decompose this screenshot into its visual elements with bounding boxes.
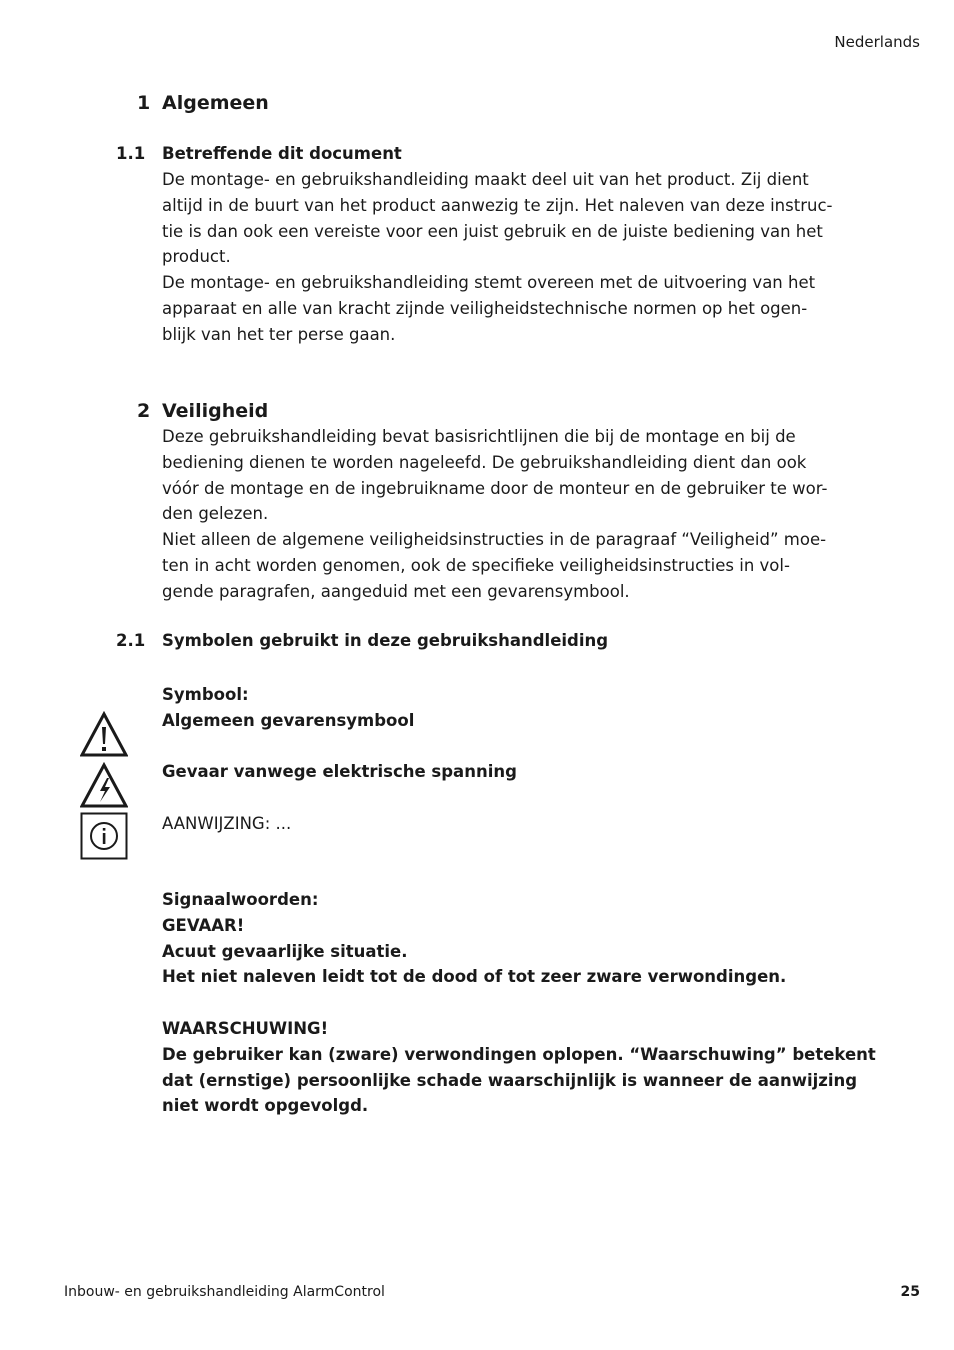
text-line: tie is dan ook een vereiste voor een juist gebruik en de juiste bediening van het: [162, 221, 823, 241]
warning-block: [162, 1016, 876, 1119]
text-line: blijk van het ter perse gaan.: [162, 324, 396, 344]
language-label: Nederlands: [834, 33, 920, 51]
subsection-title: Betreffende dit document: [162, 144, 402, 163]
text-line: altijd in de buurt van het product aanwezig te zijn. Het naleven van deze instruc-: [162, 195, 833, 215]
warning-triangle-icon: [80, 711, 128, 759]
section-1-1-body: [162, 167, 833, 348]
section-number: 1: [137, 92, 151, 114]
subsection-title: Symbolen gebruikt in deze gebruikshandleiding: [162, 631, 609, 650]
subsection-number: 1.1: [116, 144, 146, 163]
text-line: den gelezen.: [162, 504, 269, 524]
info-icon: [80, 812, 128, 860]
symbol-label: Symbool:: [162, 685, 249, 704]
section-2-body: [162, 424, 830, 605]
text-line: vóór de montage en de ingebruikname door de monteur en de gebruiker te wor-: [162, 478, 828, 498]
text-line: Deze gebruikshandleiding bevat basisrichtlijnen die bij de montage en bij de: [162, 427, 796, 446]
signal-words-label: Signaalwoorden:: [162, 890, 319, 909]
general-hazard-label: Algemeen gevarensymbool: [162, 710, 415, 730]
text-line: niet wordt opgevolgd.: [162, 1096, 369, 1116]
subsection-number: 2.1: [116, 631, 146, 650]
section-title: Algemeen: [162, 92, 269, 114]
text-line: Niet alleen de algemene veiligheidsinstructies in de paragraaf “Veiligheid” moe-: [162, 530, 827, 550]
text-line: product.: [162, 247, 231, 267]
danger-consequence: Het niet naleven leidt tot de dood of tot zeer zware verwondingen.: [162, 967, 787, 987]
signal-words-block: [162, 887, 830, 990]
danger-title: GEVAAR!: [162, 915, 245, 935]
text-line: dat (ernstige) persoonlijke schade waarschijnlijk is wanneer de aanwijzing: [162, 1070, 858, 1090]
note-label: AANWIJZING: ...: [162, 814, 292, 833]
warning-title: WAARSCHUWING!: [162, 1019, 329, 1038]
danger-description: Acuut gevaarlijke situatie.: [162, 941, 408, 961]
electric-hazard-icon: [80, 762, 128, 810]
text-line: De montage- en gebruikshandleiding maakt deel uit van het product. Zij dient: [162, 170, 809, 189]
electric-hazard-label: Gevaar vanwege elektrische spanning: [162, 762, 517, 781]
footer-manual-title: Inbouw- en gebruikshandleiding AlarmControl: [64, 1284, 385, 1300]
text-line: De gebruiker kan (zware) verwondingen oplopen. “Waarschuwing” betekent: [162, 1044, 876, 1064]
text-line: bediening dienen te worden nageleefd. De gebruikshandleiding dient dan ook: [162, 452, 807, 472]
text-line: gende paragrafen, aangeduid met een gevarensymbool.: [162, 581, 630, 601]
page-number: 25: [900, 1284, 920, 1300]
text-line: De montage- en gebruikshandleiding stemt overeen met de uitvoering van het: [162, 273, 816, 293]
section-title: Veiligheid: [162, 400, 269, 422]
symbols-block: [162, 682, 830, 734]
section-number: 2: [137, 400, 151, 422]
text-line: apparaat en alle van kracht zijnde veiligheidstechnische normen op het ogen-: [162, 298, 808, 318]
text-line: ten in acht worden genomen, ook de specifieke veiligheidsinstructies in vol-: [162, 555, 790, 575]
